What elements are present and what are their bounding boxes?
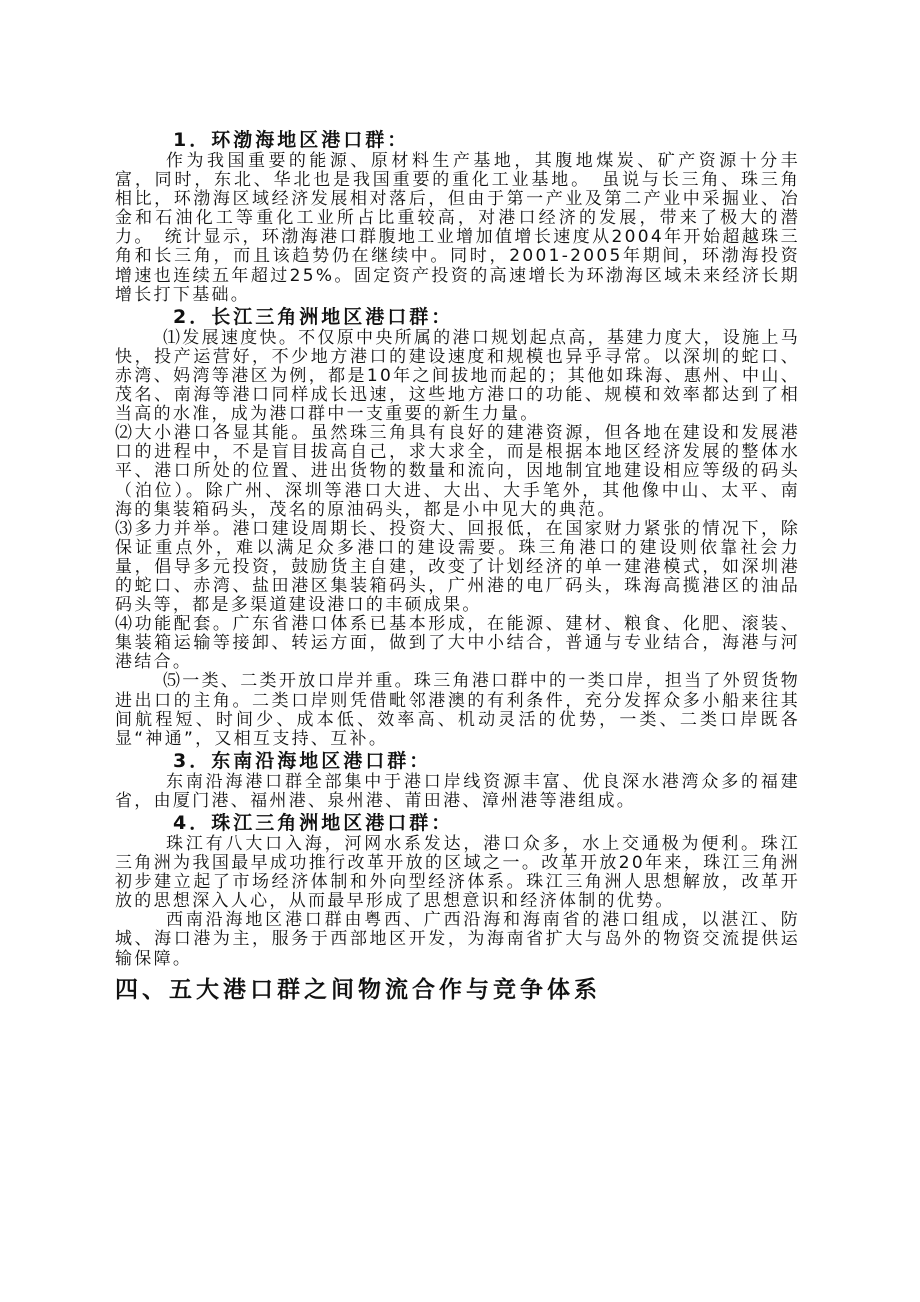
section-2-item-1: ⑴发展速度快。不仅原中央所属的港口规划起点高，基建力度大，设施上马快，投产运营好，不少地方港口的建设速度和规模也异乎寻常。以深圳的蛇口、赤湾、妈湾等港区为例，都是10年之间拔地而起的；其他如珠海、惠州、中山、茂名、南海等港口同样成长迅速，这些地方港口的功能、规模和效率都达到了相当高的水准，成为港口群中一支重要的新生力量。	[115, 327, 800, 425]
document-page	[115, 128, 800, 1007]
section-2-item-5: ⑸一类、二类开放口岸并重。珠三角港口群中的一类口岸，担当了外贸货物进出口的主角。二类口岸则凭借毗邻港澳的有利条件，充分发挥众多小船来往其间航程短、时间少、成本低、效率高、机动灵活的优势，一类、二类口岸既各显“神通”，又相互支持、互补。	[115, 671, 800, 749]
section-heading-2: 2．长江三角洲地区港口群：	[173, 305, 454, 328]
chapter-heading: 四、五大港口群之间物流合作与竞争体系	[115, 976, 601, 1003]
section-2-item-4: ⑷功能配套。广东省港口体系已基本形成，在能源、建材、粮食、化肥、滚装、集装箱运输等接卸、转运方面，做到了大中小结合，普通与专业结合，海港与河港结合。	[115, 614, 800, 673]
section-4-paragraph-1: 珠江有八大口入海，河网水系发达，港口众多，水上交通极为便利。珠江三角洲为我国最早成功推行改革开放的区域之一。改革开放20年来，珠江三角洲初步建立起了市场经济体制和外向型经济体系。珠江三角洲人思想解放，改革开放的思想深入人心，从而最早形成了思想意识和经济体制的优势。	[115, 834, 800, 912]
section-2-item-2: ⑵大小港口各显其能。虽然珠三角具有良好的建港资源，但各地在建设和发展港口的进程中，不是盲目拔高自己，求大求全，而是根据本地区经济发展的整体水平、港口所处的位置、进出货物的数量和流向，因地制宜地建设相应等级的码头（泊位）。除广州、深圳等港口大进、大出、大手笔外，其他像中山、太平、南海的集装箱码头，茂名的原油码头，都是小中见大的典范。	[115, 423, 800, 520]
section-heading-3: 3．东南沿海地区港口群：	[173, 749, 432, 772]
section-2-item-3: ⑶多力并举。港口建设周期长、投资大、回报低，在国家财力紧张的情况下，除保证重点外，难以满足众多港口的建设需要。珠三角港口的建设则依靠社会力量，倡导多元投资，鼓励货主自建，改变了计划经济的单一建港模式，如深圳港的蛇口、赤湾、盐田港区集装箱码头，广州港的电厂码头，珠海高揽港区的油品码头等，都是多渠道建设港口的丰硕成果。	[115, 518, 800, 616]
section-1-paragraph: 作为我国重要的能源、原材料生产基地，其腹地煤炭、矿产资源十分丰富，同时，东北、华北也是我国重要的重化工业基地。 虽说与长三角、珠三角相比，环渤海区域经济发展相对落后，但由于第一产业及第二产业中采掘业、冶金和石油化工等重化工业所占比重较高，对港口经济的发展，带来了极大的潜力。 统计显示，环渤海港口群腹地工业增加值增长速度从2004年开始超越珠三角和长三角，而且该趋势仍在继续中。同时，2001-2005年期间，环渤海投资增速也连续五年超过25%。固定资产投资的高速增长为环渤海区域未来经济长期增长打下基础。	[115, 151, 800, 305]
section-heading-4: 4．珠江三角洲地区港口群：	[173, 812, 454, 834]
section-heading-1: 1．环渤海地区港口群：	[173, 129, 410, 151]
section-3-paragraph: 东南沿海港口群全部集中于港口岸线资源丰富、优良深水港湾众多的福建省，由厦门港、福州港、泉州港、莆田港、漳州港等港组成。	[115, 771, 800, 811]
section-4-paragraph-2: 西南沿海地区港口群由粤西、广西沿海和海南省的港口组成，以湛江、防城、海口港为主，服务于西部地区开发，为海南省扩大与岛外的物资交流提供运输保障。	[115, 910, 800, 969]
